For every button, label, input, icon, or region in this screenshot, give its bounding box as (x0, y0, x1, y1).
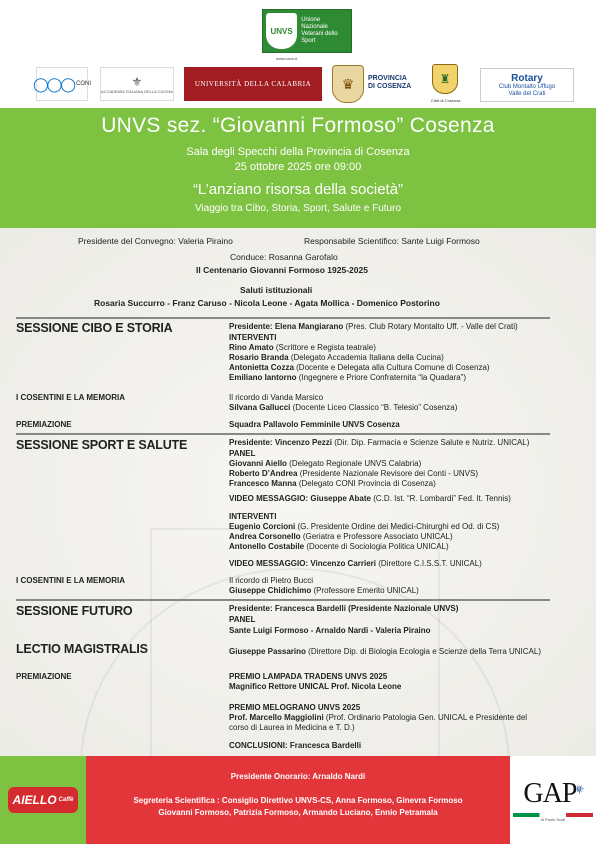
centenario: Il Centenario Giovanni Formoso 1925-2025 (196, 265, 368, 275)
unvs-logo-text: Unione Nazionale Veterani dello Sport (301, 17, 338, 44)
list-item: Roberto D’Andrea (Presidente Nazionale Revisore dei Conti - UNVS) (229, 469, 478, 478)
coni-logo (33, 67, 92, 101)
date: 25 ottobre 2025 ore 09:00 (234, 161, 362, 173)
saluti-names: Rosaria Succurro - Franz Caruso - Nicola Leone - Agata Mollica - Domenico Postorino (94, 298, 440, 308)
premio1: PREMIO LAMPADA TRADENS UNVS 2025 (229, 672, 388, 681)
video-message-2: VIDEO MESSAGGIO: Vincenzo Carrieri (Direttore C.I.S.S.T. UNICAL) (229, 559, 482, 568)
premiazione1-label: PREMIAZIONE (16, 420, 72, 429)
conduce: Conduce: Rosanna Garofalo (230, 252, 338, 262)
rotary-logo (480, 68, 574, 102)
list-item: Andrea Corsonello (Geriatra e Professore Associato UNICAL) (229, 532, 453, 541)
conclusioni: CONCLUSIONI: Francesca Bardelli (229, 741, 362, 750)
list-item: Eugenio Corcioni (G. Presidente Ordine dei Medici-Chirurghi ed Od. di CS) (229, 522, 500, 531)
accademia-crest-icon: ⚜ (131, 74, 143, 89)
page-title: UNVS sez. “Giovanni Formoso” Cosenza (101, 114, 495, 137)
sessione-cibo-presidente: Presidente: Elena Mangiarano (Pres. Club Rotary Montalto Uff. - Valle del Crati) (229, 322, 518, 331)
memoria1-label: I COSENTINI E LA MEMORIA (16, 393, 126, 402)
list-item: Rino Amato (Scrittore e Regista teatrale) (229, 343, 376, 352)
rotary-name: Rotary (511, 72, 543, 84)
motto-sub: Viaggio tra Cibo, Storia, Sport, Salute e Futuro (194, 203, 402, 214)
accademia-label: ACCADEMIA ITALIANA DELLA CUCINA (101, 88, 173, 94)
sessione-cibo-title: SESSIONE CIBO E STORIA (16, 321, 173, 335)
gap-logo (523, 778, 582, 810)
sessione-futuro-presidente: Presidente: Francesca Bardelli (Presidente Nazionale UNVS) (229, 604, 459, 613)
interventi-label: INTERVENTI (229, 512, 277, 521)
list-item: Antonietta Cozza (Docente e Delegata alla Cultura Comune di Cosenza) (229, 363, 490, 372)
lectio-title: LECTIO MAGISTRALIS (16, 642, 148, 656)
gap-label: GAP (523, 778, 577, 809)
sessione-sport-title: SESSIONE SPORT E SALUTE (16, 438, 188, 452)
aiello-sub: Caffè (58, 797, 74, 803)
aiello-logo (8, 787, 78, 813)
list-item: Francesco Manna (Delegato CONI Provincia di Cosenza) (229, 479, 436, 488)
premio2: PREMIO MELOGRANO UNVS 2025 (229, 703, 361, 712)
olympic-rings-icon: ◯◯◯ (33, 75, 75, 92)
segreteria-line1: Segreteria Scientifica : Consiglio Direttivo UNVS-CS, Anna Formoso, Ginevra Formoso (133, 796, 463, 805)
memoria2-speaker: Giuseppe Chidichimo (Professore Emerito UNICAL) (229, 586, 419, 595)
divider (16, 317, 550, 319)
divider (16, 599, 550, 601)
sessione-futuro-title: SESSIONE FUTURO (16, 604, 133, 618)
interventi-label: INTERVENTI (229, 333, 277, 342)
memoria2-ricordo: Il ricordo di Pietro Bucci (229, 576, 314, 585)
premio1-to: Magnifico Rettore UNICAL Prof. Nicola Leone (229, 682, 402, 691)
gap-sub: di Paolo Scoti (540, 817, 566, 822)
saluti-title: Saluti istituzionali (240, 285, 313, 295)
provincia-crest-icon: ♛ (332, 65, 364, 103)
premiazione2-label: PREMIAZIONE (16, 672, 72, 681)
premio2-recipient: Prof. Marcello Maggiolini (Prof. Ordinario Patologia Gen. UNICAL e Presidente del (229, 713, 528, 722)
list-item: Rosario Branda (Delegato Accademia Italiana della Cucina) (229, 353, 444, 362)
provincia-label (368, 75, 411, 91)
divider (16, 433, 550, 435)
memoria2-label: I COSENTINI E LA MEMORIA (16, 576, 126, 585)
list-item: Giovanni Aiello (Delegato Regionale UNVS Calabria) (229, 459, 422, 468)
unvs-url: www.unvs.it (276, 56, 298, 61)
provincia-line2: DI COSENZA (368, 83, 412, 90)
motto: “L’anziano risorsa della società” (192, 181, 404, 198)
gap-sponsor (510, 756, 596, 844)
panel-names: Sante Luigi Formoso - Arnaldo Nardi - Valeria Piraino (229, 626, 431, 635)
aiello-label: AIELLO (12, 793, 57, 807)
unical-logo: UNIVERSITÀ DELLA CALABRIA (184, 67, 322, 101)
presidente-convegno: Presidente del Convegno: Valeria Piraino (78, 236, 233, 246)
panel-label: PANEL (229, 615, 256, 624)
memoria1-ricordo: Il ricordo di Vanda Marsico (229, 393, 324, 402)
list-item: Emiliano Iantorno (Ingegnere e Priore Confraternita “la Quadara”) (229, 373, 466, 382)
rotary-club: Club Montalto Uffugo (498, 83, 556, 90)
unvs-logo (262, 9, 352, 53)
provincia-line1: PROVINCIA (368, 75, 407, 82)
lectio-speaker: Giuseppe Passarino (Direttore Dip. di Biologia Ecologia e Scienze della Terra UNICAL) (229, 647, 542, 656)
citta-crest-icon: ♜ (432, 64, 458, 94)
aiello-sponsor (0, 756, 86, 844)
segreteria-line2: Giovanni Formoso, Patrizia Formoso, Armando Luciano, Ennio Petramala (158, 808, 438, 817)
premiazione1-value: Squadra Pallavolo Femminile UNVS Cosenza (229, 420, 400, 429)
list-item: Antonello Costabile (Docente di Sociologia Politica UNICAL) (229, 542, 449, 551)
rotary-valle: Valle del Crati (508, 90, 546, 97)
citta-label: Città di Cosenza (431, 98, 461, 103)
panel-label: PANEL (229, 449, 256, 458)
venue: Sala degli Specchi della Provincia di Cosenza (186, 146, 410, 158)
sessione-sport-presidente: Presidente: Vincenzo Pezzi (Dir. Dip. Farmacia e Scienze Salute e Nutriz. UNICAL) (229, 438, 530, 447)
unvs-shield-icon: UNVS (266, 13, 297, 49)
presidente-onorario: Presidente Onorario: Arnaldo Nardi (230, 772, 366, 781)
memoria1-speaker: Silvana Gallucci (Docente Liceo Classico “B. Telesio” Cosenza) (229, 403, 458, 412)
responsabile-scientifico: Responsabile Scientifico: Sante Luigi Formoso (304, 236, 480, 246)
accademia-logo (100, 67, 174, 101)
coni-label: CONI (76, 81, 92, 87)
gap-sup: life (576, 784, 583, 794)
video-message-1: VIDEO MESSAGGIO: Giuseppe Abate (C.D. Ist. “R. Lombardi” Fed. It. Tennis) (229, 494, 511, 503)
premio2-role-cont: corso di Laurea in Medicina e T. D.) (229, 723, 355, 732)
